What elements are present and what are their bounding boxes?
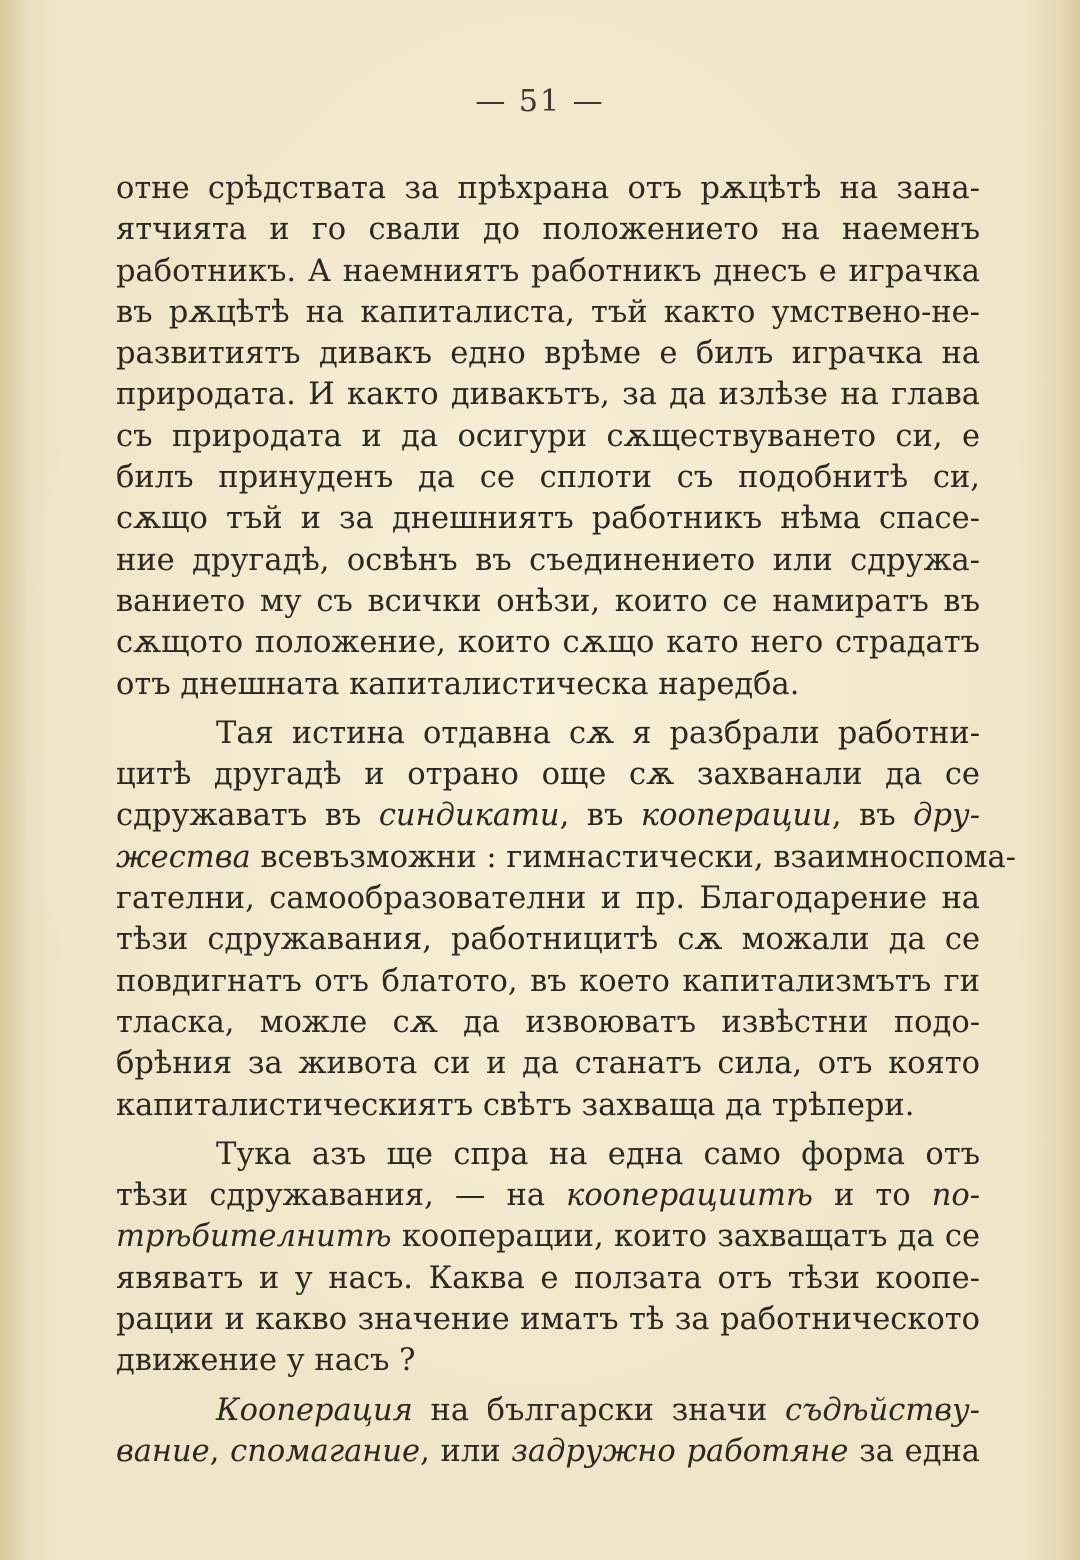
text-line: гателни, самообразователни и пр. Благодарение на — [116, 881, 980, 917]
text-run: сдружаватъ въ — [116, 798, 379, 834]
text-line: отъ днешната капиталистическа наредба. — [116, 666, 800, 702]
text-line — [116, 1390, 980, 1431]
italic-term: дру- — [913, 798, 980, 834]
italic-term: кооперациитѣ — [566, 1178, 813, 1214]
paragraph-gap — [116, 1382, 980, 1390]
text-line — [116, 1216, 980, 1257]
text-line: Тука азъ ще спра на една само форма отъ — [216, 1136, 980, 1172]
text-run: , въ — [559, 798, 641, 834]
text-run: кооперации, които захващатъ да се — [391, 1219, 980, 1255]
text-line: билъ принуденъ да се сплоти съ подобнитѣ си, — [116, 460, 980, 496]
text-line — [116, 795, 980, 836]
text-line: капиталистическиятъ свѣтъ захваща да трѣпери. — [116, 1087, 915, 1123]
text-line — [116, 1431, 980, 1472]
text-line: цитѣ другадѣ и отрано още сѫ захванали да се — [116, 757, 980, 793]
page-number: — 51 — — [475, 84, 605, 119]
text-run: всевъзможни : гимнастически, взаимноспома- — [250, 839, 1016, 875]
body-text — [116, 168, 1016, 1472]
italic-term: задружно работяне — [511, 1433, 849, 1469]
text-run: за една — [848, 1433, 980, 1469]
text-line: брѣния за живота си и да станатъ сила, отъ която — [116, 1046, 980, 1082]
text-line: развитиятъ дивакъ едно врѣме е билъ играчка на — [116, 336, 980, 372]
paragraph-gap — [116, 705, 980, 713]
text-run: , или — [420, 1433, 512, 1469]
text-line: работникъ. А наемниятъ работникъ днесъ е играчка — [116, 253, 980, 289]
text-line — [116, 837, 1016, 878]
text-line: ванието му съ всички онѣзи, които се намиратъ въ — [116, 583, 980, 619]
text-line: тѣзи сдружавания, работницитѣ сѫ можали да се — [116, 922, 980, 958]
text-run: на български значи — [412, 1392, 785, 1428]
text-line: въ рѫцѣтѣ на капиталиста, тъй както умствено-не- — [116, 294, 980, 330]
italic-term: жества — [116, 839, 251, 875]
text-line: природата. И както дивакътъ, за да излѣзе на глава — [116, 377, 980, 413]
text-line: повдигнатъ отъ блатото, въ което капитализмътъ ги — [116, 963, 980, 999]
text-line: съ природата и да осигури сѫществуването си, е — [116, 418, 980, 454]
text-line: ятчията и го свали до положението на наеменъ — [116, 212, 980, 248]
text-line: явяватъ и у насъ. Каква е ползата отъ тѣзи коопе- — [116, 1260, 980, 1296]
text-line: Тая истина отдавна сѫ я разбрали работни- — [216, 715, 980, 751]
text-line: сѫщо тъй и за днешниятъ работникъ нѣма спасе- — [116, 501, 980, 537]
text-line: движение у насъ ? — [116, 1343, 416, 1379]
italic-term: кооперации — [640, 798, 832, 834]
paragraph-gap — [116, 1126, 980, 1134]
text-run: , въ — [831, 798, 914, 834]
italic-term: синдикати — [378, 798, 560, 834]
text-line: сѫщото положение, които сѫщо като него страдатъ — [116, 625, 980, 661]
text-line: тласка, можле сѫ да извоюватъ извѣстни подо- — [116, 1004, 980, 1040]
italic-term: Кооперация — [216, 1392, 413, 1428]
italic-term: съдѣйству- — [784, 1392, 980, 1428]
text-run: тѣзи сдружавания, — на — [116, 1178, 567, 1214]
italic-term: вание — [116, 1433, 210, 1469]
italic-term: спомагание — [230, 1433, 421, 1469]
text-run: и то — [812, 1178, 932, 1214]
text-line — [116, 1175, 980, 1216]
text-line: отне срѣдствата за прѣхрана отъ рѫцѣтѣ на зана- — [116, 171, 980, 206]
text-line: рации и какво значение иматъ тѣ за работническото — [116, 1302, 980, 1338]
italic-term: трѣбителнитѣ — [116, 1219, 392, 1255]
text-run: , — [209, 1433, 231, 1469]
italic-term: по- — [931, 1178, 980, 1214]
text-line: ние другадѣ, освѣнъ въ съединението или сдружа- — [116, 542, 980, 578]
